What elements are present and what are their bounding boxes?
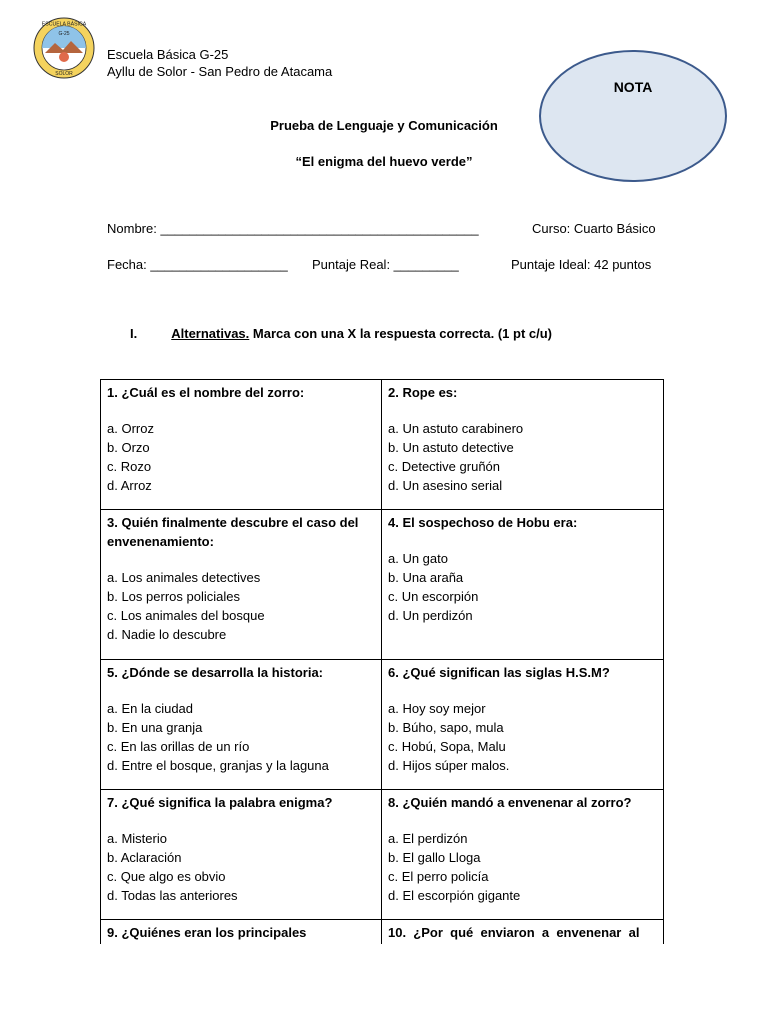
option-b[interactable]: b. Orzo [107,440,150,455]
option-a[interactable]: a. Misterio [107,831,167,846]
option-a[interactable]: a. En la ciudad [107,701,194,716]
option-d[interactable]: d. Todas las anteriores [107,888,238,903]
school-logo [33,17,95,79]
question-text: 5. ¿Dónde se desarrolla la historia: [107,665,324,680]
page-bottom-margin [0,944,768,1024]
question-text: 6. ¿Qué significan las siglas H.S.M? [388,665,610,680]
school-location: Ayllu de Solor - San Pedro de Atacama [107,64,333,79]
section-instruction: Marca con una X la respuesta correcta. (1 pt c/u) [249,326,552,341]
option-b[interactable]: b. Búho, sapo, mula [388,720,504,735]
option-d[interactable]: d. Arroz [107,478,152,493]
option-a[interactable]: a. Los animales detectives [107,570,261,585]
question-text: 7. ¿Qué significa la palabra enigma? [107,795,333,810]
option-b[interactable]: b. En una granja [107,720,203,735]
option-d[interactable]: d. Entre el bosque, granjas y la laguna [107,758,329,773]
question-cell [382,790,664,920]
course-field: Curso: Cuarto Básico [532,221,656,236]
logo-text-bottom: SOLOR [55,71,73,77]
option-c[interactable]: c. Detective gruñón [388,459,501,474]
option-b[interactable]: b. Un astuto detective [388,440,514,455]
question-text: 10. ¿Por qué enviaron a envenenar al [388,925,640,940]
question-text: 1. ¿Cuál es el nombre del zorro: [107,385,305,400]
question-text: 4. El sospechoso de Hobu era: [388,515,578,530]
test-title: Prueba de Lenguaje y Comunicación [270,118,498,133]
option-c[interactable]: c. Rozo [107,459,152,474]
ideal-score-field: Puntaje Ideal: 42 puntos [511,257,652,272]
option-c[interactable]: c. En las orillas de un río [107,739,250,754]
table-row [101,510,664,660]
option-d[interactable]: d. El escorpión gigante [388,888,521,903]
question-cell [382,510,664,660]
table-row [101,790,664,920]
table-row [101,660,664,790]
option-a[interactable]: a. Un astuto carabinero [388,421,524,436]
date-field[interactable]: Fecha: ___________________ [107,257,288,272]
option-c[interactable]: c. Un escorpión [388,589,479,604]
logo-text-top: ESCUELA BÁSICA [41,21,87,28]
option-c[interactable]: c. Que algo es obvio [107,869,226,884]
name-field[interactable]: Nombre: ____________________________________________ [107,221,479,236]
option-c[interactable]: c. Los animales del bosque [107,608,265,623]
question-cell [101,510,382,660]
section-numeral: I. [130,326,138,341]
option-a[interactable]: a. Hoy soy mejor [388,701,486,716]
question-text: 9. ¿Quiénes eran los principales [107,925,307,940]
option-c[interactable]: c. El perro policía [388,869,489,884]
option-b[interactable]: b. Aclaración [107,850,182,865]
option-c[interactable]: c. Hobú, Sopa, Malu [388,739,506,754]
questions-table [100,379,664,980]
grade-label: NOTA [613,79,653,95]
option-d[interactable]: d. Hijos súper malos. [388,758,510,773]
question-text: 8. ¿Quién mandó a envenenar al zorro? [388,795,632,810]
question-cell [382,660,664,790]
question-text: 2. Rope es: [388,385,458,400]
question-cell [101,380,382,510]
option-b[interactable]: b. Los perros policiales [107,589,240,604]
question-cell [382,380,664,510]
option-d[interactable]: d. Un perdizón [388,608,473,623]
school-name: Escuela Básica G-25 [107,47,229,62]
story-title: “El enigma del huevo verde” [295,154,473,169]
question-cell [101,790,382,920]
option-b[interactable]: b. El gallo Lloga [388,850,481,865]
section-heading [130,326,552,341]
option-a[interactable]: a. Orroz [107,421,154,436]
option-b[interactable]: b. Una araña [388,570,464,585]
question-text: 3. Quién finalmente descubre el caso del envenenamiento: [107,515,359,549]
option-d[interactable]: d. Nadie lo descubre [107,627,227,642]
table-row [101,380,664,510]
option-a[interactable]: a. Un gato [388,551,448,566]
option-d[interactable]: d. Un asesino serial [388,478,503,493]
question-cell [101,660,382,790]
section-title: Alternativas. [171,326,250,341]
logo-text-mid: G-25 [58,31,70,37]
option-a[interactable]: a. El perdizón [388,831,468,846]
real-score-field[interactable]: Puntaje Real: _________ [312,257,459,272]
